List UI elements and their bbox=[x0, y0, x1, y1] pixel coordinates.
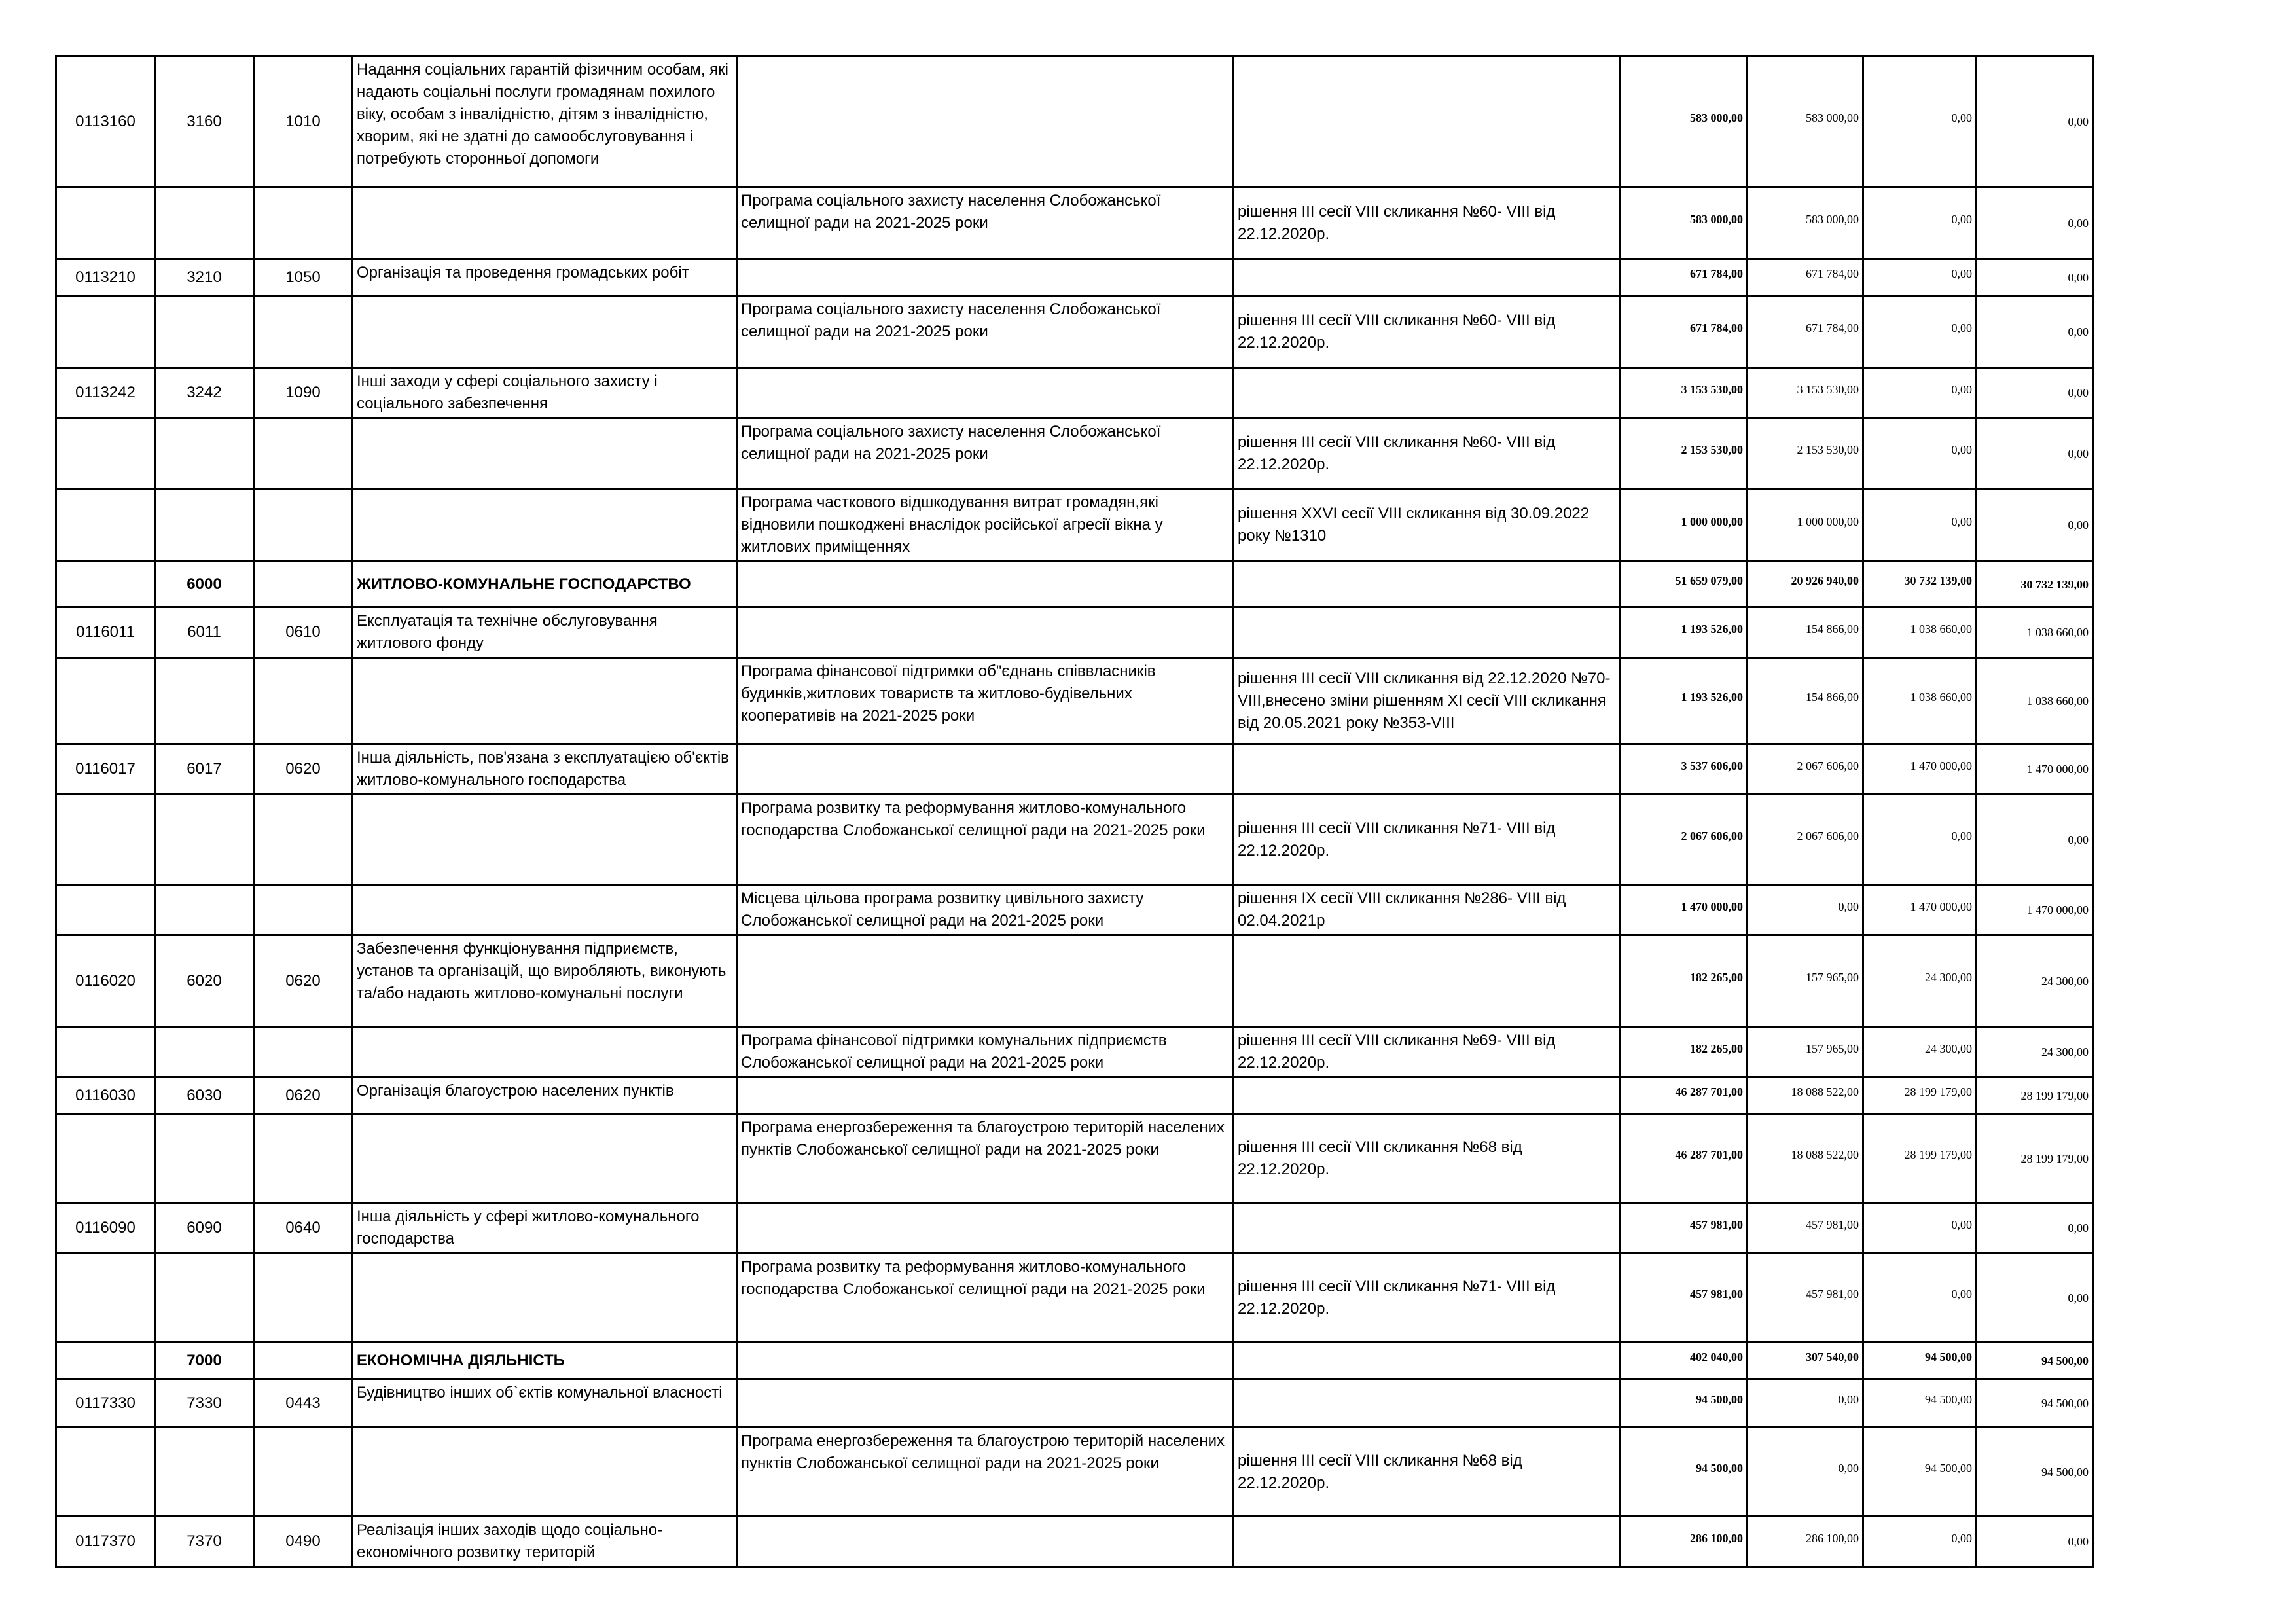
development-budget-cell: 24 300,00 bbox=[1977, 935, 2093, 1027]
approval-document-cell: рішення ІІІ сесії VIII скликання №68 від 22.12.2020р. bbox=[1234, 1428, 1621, 1517]
development-budget-cell: 30 732 139,00 bbox=[1977, 562, 2093, 607]
program-code-cell: 0117330 bbox=[56, 1379, 155, 1428]
general-fund-cell: 0,00 bbox=[1748, 885, 1863, 935]
development-budget-cell: 28 199 179,00 bbox=[1977, 1077, 2093, 1114]
section-row bbox=[56, 562, 2093, 607]
kpk-code-cell: 7330 bbox=[155, 1379, 254, 1428]
program-name-cell bbox=[737, 935, 1234, 1027]
kpk-code-cell bbox=[155, 658, 254, 744]
program-code-cell bbox=[56, 1114, 155, 1203]
total-amount-cell: 2 067 606,00 bbox=[1621, 795, 1748, 885]
kpk-code-cell bbox=[155, 1254, 254, 1343]
kpk-code-cell: 6011 bbox=[155, 607, 254, 658]
kfk-code-cell: 1010 bbox=[254, 56, 353, 187]
function-name-cell: ЕКОНОМІЧНА ДІЯЛЬНІСТЬ bbox=[353, 1343, 737, 1379]
function-row bbox=[56, 259, 2093, 296]
program-name-cell bbox=[737, 259, 1234, 296]
special-fund-cell: 94 500,00 bbox=[1863, 1428, 1977, 1517]
approval-document-cell bbox=[1234, 259, 1621, 296]
program-name-cell: Програма соціального захисту населення Слобожанської селищної ради на 2021-2025 роки bbox=[737, 187, 1234, 259]
total-amount-cell: 671 784,00 bbox=[1621, 259, 1748, 296]
function-name-cell bbox=[353, 795, 737, 885]
function-name-cell: Організація та проведення громадських робіт bbox=[353, 259, 737, 296]
function-name-cell bbox=[353, 1428, 737, 1517]
special-fund-cell: 24 300,00 bbox=[1863, 1027, 1977, 1077]
program-code-cell bbox=[56, 1428, 155, 1517]
kfk-code-cell: 0610 bbox=[254, 607, 353, 658]
general-fund-cell: 2 067 606,00 bbox=[1748, 744, 1863, 795]
kpk-code-cell bbox=[155, 489, 254, 562]
program-code-cell bbox=[56, 562, 155, 607]
function-name-cell bbox=[353, 658, 737, 744]
function-name-cell bbox=[353, 418, 737, 489]
function-row bbox=[56, 368, 2093, 418]
general-fund-cell: 286 100,00 bbox=[1748, 1517, 1863, 1567]
program-code-cell bbox=[56, 187, 155, 259]
function-name-cell bbox=[353, 296, 737, 368]
program-name-cell: Місцева цільова програма розвитку цивільного захисту Слобожанської селищної ради на 2021-2025 роки bbox=[737, 885, 1234, 935]
function-name-cell: Надання соціальних гарантій фізичним особам, які надають соціальні послуги громадянам похилого віку, особам з інвалідністю, дітям з інвалідністю, хворим, які не здатні до самообслуговування і потребують сторонньої допомоги bbox=[353, 56, 737, 187]
development-budget-cell: 1 470 000,00 bbox=[1977, 885, 2093, 935]
special-fund-cell: 28 199 179,00 bbox=[1863, 1114, 1977, 1203]
total-amount-cell: 182 265,00 bbox=[1621, 935, 1748, 1027]
development-budget-cell: 0,00 bbox=[1977, 187, 2093, 259]
approval-document-cell bbox=[1234, 744, 1621, 795]
program-name-cell: Програма енергозбереження та благоустрою територій населених пунктів Слобожанської селищної ради на 2021-2025 роки bbox=[737, 1114, 1234, 1203]
total-amount-cell: 1 000 000,00 bbox=[1621, 489, 1748, 562]
program-code-cell: 0117370 bbox=[56, 1517, 155, 1567]
program-row bbox=[56, 1027, 2093, 1077]
program-code-cell bbox=[56, 658, 155, 744]
program-name-cell: Програма фінансової підтримки об"єднань співвласників будинків,житлових товариств та житлово-будівельних кооперативів на 2021-2025 роки bbox=[737, 658, 1234, 744]
kfk-code-cell bbox=[254, 1114, 353, 1203]
general-fund-cell: 157 965,00 bbox=[1748, 935, 1863, 1027]
program-code-cell: 0116020 bbox=[56, 935, 155, 1027]
development-budget-cell: 0,00 bbox=[1977, 56, 2093, 187]
program-code-cell: 0113210 bbox=[56, 259, 155, 296]
kpk-code-cell bbox=[155, 795, 254, 885]
total-amount-cell: 402 040,00 bbox=[1621, 1343, 1748, 1379]
total-amount-cell: 94 500,00 bbox=[1621, 1379, 1748, 1428]
program-name-cell bbox=[737, 562, 1234, 607]
approval-document-cell bbox=[1234, 935, 1621, 1027]
kfk-code-cell bbox=[254, 187, 353, 259]
program-name-cell: Програма фінансової підтримки комунальних підприємств Слобожанської селищної ради на 2021-2025 роки bbox=[737, 1027, 1234, 1077]
development-budget-cell: 94 500,00 bbox=[1977, 1379, 2093, 1428]
general-fund-cell: 307 540,00 bbox=[1748, 1343, 1863, 1379]
development-budget-cell: 0,00 bbox=[1977, 368, 2093, 418]
program-code-cell: 0116011 bbox=[56, 607, 155, 658]
special-fund-cell: 1 470 000,00 bbox=[1863, 885, 1977, 935]
program-row bbox=[56, 795, 2093, 885]
program-name-cell: Програма соціального захисту населення Слобожанської селищної ради на 2021-2025 роки bbox=[737, 418, 1234, 489]
function-name-cell: Інша діяльність у сфері житлово-комунального господарства bbox=[353, 1203, 737, 1254]
kpk-code-cell bbox=[155, 885, 254, 935]
program-name-cell bbox=[737, 1379, 1234, 1428]
approval-document-cell: рішення ІІІ сесії VIII скликання від 22.12.2020 №70-VIII,внесено зміни рішенням ХІ сесії VIII скликання від 20.05.2021 року №353-VIII bbox=[1234, 658, 1621, 744]
approval-document-cell: рішення ІІІ сесії VIII скликання №71- VIII від 22.12.2020р. bbox=[1234, 1254, 1621, 1343]
program-row bbox=[56, 1428, 2093, 1517]
kfk-code-cell bbox=[254, 1428, 353, 1517]
program-row bbox=[56, 1254, 2093, 1343]
development-budget-cell: 0,00 bbox=[1977, 489, 2093, 562]
function-name-cell bbox=[353, 1114, 737, 1203]
general-fund-cell: 457 981,00 bbox=[1748, 1203, 1863, 1254]
approval-document-cell: рішення ІІІ сесії VIII скликання №60- VIII від 22.12.2020р. bbox=[1234, 296, 1621, 368]
section-row bbox=[56, 1343, 2093, 1379]
special-fund-cell: 0,00 bbox=[1863, 1254, 1977, 1343]
function-name-cell: Інші заходи у сфері соціального захисту і соціального забезпечення bbox=[353, 368, 737, 418]
general-fund-cell: 20 926 940,00 bbox=[1748, 562, 1863, 607]
program-name-cell bbox=[737, 1517, 1234, 1567]
general-fund-cell: 671 784,00 bbox=[1748, 296, 1863, 368]
kfk-code-cell: 0640 bbox=[254, 1203, 353, 1254]
development-budget-cell: 94 500,00 bbox=[1977, 1428, 2093, 1517]
kpk-code-cell: 6020 bbox=[155, 935, 254, 1027]
kpk-code-cell: 6090 bbox=[155, 1203, 254, 1254]
function-name-cell bbox=[353, 489, 737, 562]
program-name-cell: Програма розвитку та реформування житлово-комунального господарства Слобожанської селищної ради на 2021-2025 роки bbox=[737, 795, 1234, 885]
special-fund-cell: 94 500,00 bbox=[1863, 1343, 1977, 1379]
approval-document-cell bbox=[1234, 607, 1621, 658]
special-fund-cell: 24 300,00 bbox=[1863, 935, 1977, 1027]
total-amount-cell: 457 981,00 bbox=[1621, 1254, 1748, 1343]
development-budget-cell: 0,00 bbox=[1977, 795, 2093, 885]
program-code-cell: 0116017 bbox=[56, 744, 155, 795]
function-name-cell bbox=[353, 187, 737, 259]
special-fund-cell: 0,00 bbox=[1863, 296, 1977, 368]
approval-document-cell bbox=[1234, 56, 1621, 187]
function-name-cell bbox=[353, 1027, 737, 1077]
general-fund-cell: 154 866,00 bbox=[1748, 607, 1863, 658]
special-fund-cell: 0,00 bbox=[1863, 187, 1977, 259]
program-code-cell bbox=[56, 1343, 155, 1379]
development-budget-cell: 1 038 660,00 bbox=[1977, 658, 2093, 744]
development-budget-cell: 0,00 bbox=[1977, 259, 2093, 296]
program-name-cell bbox=[737, 56, 1234, 187]
special-fund-cell: 0,00 bbox=[1863, 418, 1977, 489]
kfk-code-cell: 0620 bbox=[254, 1077, 353, 1114]
development-budget-cell: 24 300,00 bbox=[1977, 1027, 2093, 1077]
development-budget-cell: 0,00 bbox=[1977, 418, 2093, 489]
approval-document-cell bbox=[1234, 1379, 1621, 1428]
kpk-code-cell: 3242 bbox=[155, 368, 254, 418]
special-fund-cell: 0,00 bbox=[1863, 368, 1977, 418]
program-name-cell bbox=[737, 1077, 1234, 1114]
function-name-cell: Організація благоустрою населених пунктів bbox=[353, 1077, 737, 1114]
program-name-cell: Програма часткового відшкодування витрат громадян,які відновили пошкоджені внаслідок російської агресії вікна у житлових приміщеннях bbox=[737, 489, 1234, 562]
program-code-cell bbox=[56, 1027, 155, 1077]
kfk-code-cell: 0620 bbox=[254, 744, 353, 795]
total-amount-cell: 671 784,00 bbox=[1621, 296, 1748, 368]
program-row bbox=[56, 187, 2093, 259]
kfk-code-cell: 1090 bbox=[254, 368, 353, 418]
kpk-code-cell bbox=[155, 187, 254, 259]
general-fund-cell: 0,00 bbox=[1748, 1428, 1863, 1517]
program-row bbox=[56, 1114, 2093, 1203]
program-name-cell bbox=[737, 1203, 1234, 1254]
total-amount-cell: 51 659 079,00 bbox=[1621, 562, 1748, 607]
kfk-code-cell bbox=[254, 296, 353, 368]
special-fund-cell: 94 500,00 bbox=[1863, 1379, 1977, 1428]
kpk-code-cell bbox=[155, 418, 254, 489]
approval-document-cell: рішення ІІІ сесії VIII скликання №71- VIII від 22.12.2020р. bbox=[1234, 795, 1621, 885]
approval-document-cell: рішення ІІІ сесії VIII скликання №69- VIII від 22.12.2020р. bbox=[1234, 1027, 1621, 1077]
total-amount-cell: 3 537 606,00 bbox=[1621, 744, 1748, 795]
approval-document-cell: рішення ІІІ сесії VIII скликання №60- VIII від 22.12.2020р. bbox=[1234, 418, 1621, 489]
kpk-code-cell bbox=[155, 1428, 254, 1517]
function-name-cell: ЖИТЛОВО-КОМУНАЛЬНЕ ГОСПОДАРСТВО bbox=[353, 562, 737, 607]
program-row bbox=[56, 296, 2093, 368]
special-fund-cell: 0,00 bbox=[1863, 1517, 1977, 1567]
function-row bbox=[56, 607, 2093, 658]
function-row bbox=[56, 744, 2093, 795]
special-fund-cell: 0,00 bbox=[1863, 56, 1977, 187]
total-amount-cell: 94 500,00 bbox=[1621, 1428, 1748, 1517]
program-row bbox=[56, 885, 2093, 935]
program-row bbox=[56, 658, 2093, 744]
kpk-code-cell bbox=[155, 1027, 254, 1077]
total-amount-cell: 1 193 526,00 bbox=[1621, 607, 1748, 658]
total-amount-cell: 1 193 526,00 bbox=[1621, 658, 1748, 744]
approval-document-cell bbox=[1234, 1203, 1621, 1254]
kfk-code-cell bbox=[254, 1343, 353, 1379]
function-name-cell: Будівництво інших об`єктів комунальної власності bbox=[353, 1379, 737, 1428]
development-budget-cell: 0,00 bbox=[1977, 1517, 2093, 1567]
general-fund-cell: 583 000,00 bbox=[1748, 187, 1863, 259]
program-name-cell bbox=[737, 368, 1234, 418]
development-budget-cell: 0,00 bbox=[1977, 296, 2093, 368]
budget-programs-table bbox=[55, 55, 2094, 1568]
total-amount-cell: 2 153 530,00 bbox=[1621, 418, 1748, 489]
special-fund-cell: 1 038 660,00 bbox=[1863, 658, 1977, 744]
program-name-cell: Програма соціального захисту населення Слобожанської селищної ради на 2021-2025 роки bbox=[737, 296, 1234, 368]
program-name-cell bbox=[737, 1343, 1234, 1379]
program-code-cell: 0116090 bbox=[56, 1203, 155, 1254]
kfk-code-cell bbox=[254, 1027, 353, 1077]
development-budget-cell: 1 470 000,00 bbox=[1977, 744, 2093, 795]
program-row bbox=[56, 418, 2093, 489]
function-name-cell bbox=[353, 1254, 737, 1343]
function-name-cell bbox=[353, 885, 737, 935]
total-amount-cell: 3 153 530,00 bbox=[1621, 368, 1748, 418]
program-code-cell bbox=[56, 489, 155, 562]
total-amount-cell: 1 470 000,00 bbox=[1621, 885, 1748, 935]
program-code-cell: 0116030 bbox=[56, 1077, 155, 1114]
general-fund-cell: 671 784,00 bbox=[1748, 259, 1863, 296]
kfk-code-cell bbox=[254, 562, 353, 607]
kfk-code-cell: 0490 bbox=[254, 1517, 353, 1567]
function-row bbox=[56, 1077, 2093, 1114]
function-row bbox=[56, 1203, 2093, 1254]
approval-document-cell: рішення ІІІ сесії VIII скликання №60- VIII від 22.12.2020р. bbox=[1234, 187, 1621, 259]
program-code-cell: 0113242 bbox=[56, 368, 155, 418]
general-fund-cell: 0,00 bbox=[1748, 1379, 1863, 1428]
program-code-cell bbox=[56, 885, 155, 935]
development-budget-cell: 0,00 bbox=[1977, 1254, 2093, 1343]
kfk-code-cell: 0443 bbox=[254, 1379, 353, 1428]
development-budget-cell: 28 199 179,00 bbox=[1977, 1114, 2093, 1203]
function-row bbox=[56, 935, 2093, 1027]
function-row bbox=[56, 56, 2093, 187]
approval-document-cell bbox=[1234, 1343, 1621, 1379]
program-code-cell bbox=[56, 296, 155, 368]
function-name-cell: Експлуатація та технічне обслуговування житлового фонду bbox=[353, 607, 737, 658]
kpk-code-cell: 3160 bbox=[155, 56, 254, 187]
special-fund-cell: 0,00 bbox=[1863, 795, 1977, 885]
development-budget-cell: 94 500,00 bbox=[1977, 1343, 2093, 1379]
general-fund-cell: 2 067 606,00 bbox=[1748, 795, 1863, 885]
kfk-code-cell bbox=[254, 658, 353, 744]
approval-document-cell bbox=[1234, 368, 1621, 418]
total-amount-cell: 46 287 701,00 bbox=[1621, 1114, 1748, 1203]
kfk-code-cell: 1050 bbox=[254, 259, 353, 296]
function-row bbox=[56, 1517, 2093, 1567]
program-row bbox=[56, 489, 2093, 562]
development-budget-cell: 0,00 bbox=[1977, 1203, 2093, 1254]
total-amount-cell: 286 100,00 bbox=[1621, 1517, 1748, 1567]
general-fund-cell: 457 981,00 bbox=[1748, 1254, 1863, 1343]
program-code-cell bbox=[56, 1254, 155, 1343]
general-fund-cell: 18 088 522,00 bbox=[1748, 1077, 1863, 1114]
kpk-code-cell: 6030 bbox=[155, 1077, 254, 1114]
special-fund-cell: 0,00 bbox=[1863, 489, 1977, 562]
general-fund-cell: 18 088 522,00 bbox=[1748, 1114, 1863, 1203]
kpk-code-cell: 7370 bbox=[155, 1517, 254, 1567]
kpk-code-cell bbox=[155, 1114, 254, 1203]
special-fund-cell: 30 732 139,00 bbox=[1863, 562, 1977, 607]
special-fund-cell: 0,00 bbox=[1863, 259, 1977, 296]
approval-document-cell bbox=[1234, 1077, 1621, 1114]
approval-document-cell: рішення IX сесії VIII скликання №286- VIII від 02.04.2021р bbox=[1234, 885, 1621, 935]
kpk-code-cell: 7000 bbox=[155, 1343, 254, 1379]
general-fund-cell: 157 965,00 bbox=[1748, 1027, 1863, 1077]
program-code-cell: 0113160 bbox=[56, 56, 155, 187]
program-name-cell bbox=[737, 744, 1234, 795]
kpk-code-cell: 6000 bbox=[155, 562, 254, 607]
program-code-cell bbox=[56, 418, 155, 489]
function-name-cell: Забезпечення функціонування підприємств, установ та організацій, що виробляють, виконують та/або надають житлово-комунальні послуги bbox=[353, 935, 737, 1027]
program-name-cell bbox=[737, 607, 1234, 658]
general-fund-cell: 2 153 530,00 bbox=[1748, 418, 1863, 489]
kpk-code-cell: 3210 bbox=[155, 259, 254, 296]
kfk-code-cell bbox=[254, 418, 353, 489]
approval-document-cell bbox=[1234, 562, 1621, 607]
total-amount-cell: 583 000,00 bbox=[1621, 187, 1748, 259]
program-name-cell: Програма енергозбереження та благоустрою територій населених пунктів Слобожанської селищної ради на 2021-2025 роки bbox=[737, 1428, 1234, 1517]
special-fund-cell: 1 470 000,00 bbox=[1863, 744, 1977, 795]
total-amount-cell: 46 287 701,00 bbox=[1621, 1077, 1748, 1114]
general-fund-cell: 583 000,00 bbox=[1748, 56, 1863, 187]
general-fund-cell: 1 000 000,00 bbox=[1748, 489, 1863, 562]
development-budget-cell: 1 038 660,00 bbox=[1977, 607, 2093, 658]
kfk-code-cell: 0620 bbox=[254, 935, 353, 1027]
kfk-code-cell bbox=[254, 795, 353, 885]
function-row bbox=[56, 1379, 2093, 1428]
kpk-code-cell bbox=[155, 296, 254, 368]
approval-document-cell bbox=[1234, 1517, 1621, 1567]
kfk-code-cell bbox=[254, 489, 353, 562]
total-amount-cell: 583 000,00 bbox=[1621, 56, 1748, 187]
special-fund-cell: 28 199 179,00 bbox=[1863, 1077, 1977, 1114]
approval-document-cell: рішення XXVI сесії VIII скликання від 30.09.2022 року №1310 bbox=[1234, 489, 1621, 562]
function-name-cell: Реалізація інших заходів щодо соціально-економічного розвитку територій bbox=[353, 1517, 737, 1567]
special-fund-cell: 0,00 bbox=[1863, 1203, 1977, 1254]
kfk-code-cell bbox=[254, 885, 353, 935]
special-fund-cell: 1 038 660,00 bbox=[1863, 607, 1977, 658]
program-code-cell bbox=[56, 795, 155, 885]
general-fund-cell: 154 866,00 bbox=[1748, 658, 1863, 744]
kfk-code-cell bbox=[254, 1254, 353, 1343]
function-name-cell: Інша діяльність, пов'язана з експлуатацією об'єктів житлово-комунального господарства bbox=[353, 744, 737, 795]
approval-document-cell: рішення ІІІ сесії VIII скликання №68 від 22.12.2020р. bbox=[1234, 1114, 1621, 1203]
general-fund-cell: 3 153 530,00 bbox=[1748, 368, 1863, 418]
total-amount-cell: 182 265,00 bbox=[1621, 1027, 1748, 1077]
kpk-code-cell: 6017 bbox=[155, 744, 254, 795]
total-amount-cell: 457 981,00 bbox=[1621, 1203, 1748, 1254]
program-name-cell: Програма розвитку та реформування житлово-комунального господарства Слобожанської селищної ради на 2021-2025 роки bbox=[737, 1254, 1234, 1343]
